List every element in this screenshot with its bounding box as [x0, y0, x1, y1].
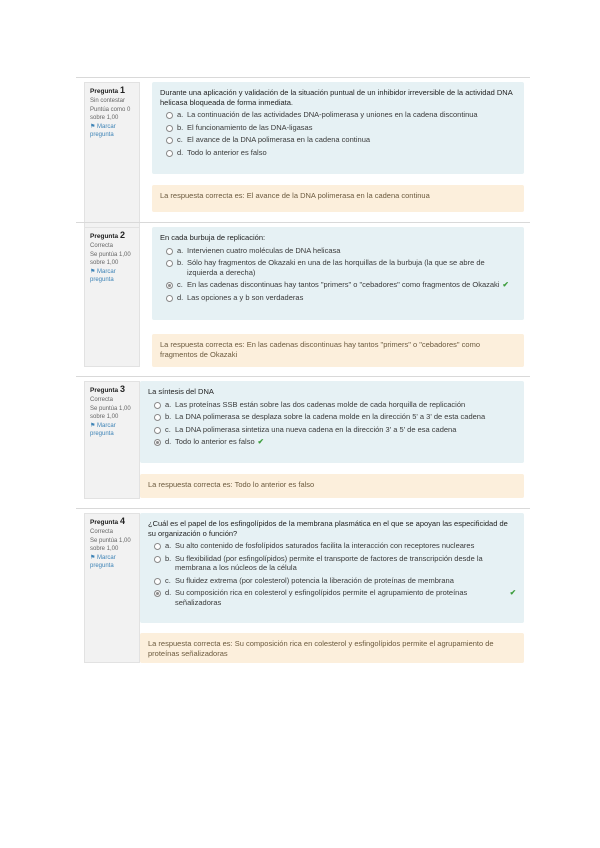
option-letter: c.	[177, 135, 183, 144]
radio-icon[interactable]	[154, 427, 161, 434]
feedback-box: La respuesta correcta es: En las cadenas discontinuas hay tantos "primers" o "cebadores" como fragmentos de Okazaki	[152, 334, 524, 367]
option-letter: b.	[177, 122, 184, 132]
option-text: Todo lo anterior es falso ✔	[175, 437, 264, 446]
radio-icon[interactable]	[166, 150, 173, 157]
question-status: Correcta	[90, 528, 114, 535]
check-icon: ✔	[509, 588, 516, 597]
question-text-box	[152, 227, 524, 320]
option-letter: d.	[165, 437, 172, 446]
option-text: Su alto contenido de fosfolípidos saturados facilita la interacción con receptores nucleares	[175, 541, 475, 550]
option-letter: b.	[165, 412, 172, 421]
question-text-box	[152, 82, 524, 174]
question-points: Se puntúa 1,00 sobre 1,00	[90, 252, 131, 266]
separator	[76, 508, 530, 509]
option-text: La continuación de las actividades DNA-polimerasa y uniones en la cadena discontinua	[187, 110, 478, 119]
radio-icon[interactable]	[154, 578, 161, 585]
radio-icon[interactable]	[154, 402, 161, 409]
radio-icon[interactable]	[154, 590, 161, 597]
option-text: Intervienen cuatro moléculas de DNA helicasa	[187, 245, 341, 255]
option-letter: c.	[165, 424, 171, 434]
question-title: Pregunta 3	[90, 384, 125, 394]
check-icon: ✔	[502, 280, 509, 289]
answer-option-b[interactable]	[160, 123, 516, 133]
option-letter: c.	[177, 280, 183, 289]
question-title: Pregunta 4	[90, 516, 125, 526]
flag-question-link[interactable]: ⚑ Marcar pregunta	[90, 269, 116, 283]
option-text: El funcionamiento de las DNA-ligasas	[187, 122, 313, 132]
feedback-box: La respuesta correcta es: El avance de la DNA polimerasa en la cadena continua	[152, 185, 524, 212]
radio-icon[interactable]	[166, 137, 173, 144]
option-text: La DNA polimerasa se desplaza sobre la cadena molde en la dirección 5' a 3' de esta cadena	[175, 412, 486, 421]
question-info	[84, 227, 140, 367]
question-4	[84, 513, 524, 663]
option-text: Sólo hay fragmentos de Okazaki en una de las horquillas de la burbuja (la que se abre de izquierda a derecha)	[187, 258, 485, 277]
answer-option-c[interactable]	[160, 280, 516, 290]
option-letter: d.	[177, 292, 184, 302]
answer-option-c[interactable]	[148, 425, 516, 435]
question-text-box	[140, 513, 524, 623]
question-stem: La síntesis del DNA	[148, 387, 214, 396]
option-text: Las proteínas SSB están sobre las dos cadenas molde de cada horquilla de replicación	[175, 399, 466, 409]
flag-question-link[interactable]: ⚑ Marcar pregunta	[90, 555, 116, 569]
option-letter: c.	[165, 575, 171, 585]
answer-option-b[interactable]	[148, 412, 516, 422]
answer-option-c[interactable]	[160, 135, 516, 145]
question-points: Puntúa como 0 sobre 1,00	[90, 107, 131, 121]
option-letter: d.	[165, 588, 172, 597]
answer-option-d[interactable]	[148, 588, 516, 607]
option-letter: a.	[177, 245, 184, 255]
flag-question-link[interactable]: ⚑ Marcar pregunta	[90, 423, 116, 437]
option-text: Su fluidez extrema (por colesterol) potencia la liberación de proteínas de membrana	[175, 575, 454, 585]
question-points: Se puntúa 1,00 sobre 1,00	[90, 406, 131, 420]
radio-icon[interactable]	[166, 260, 173, 267]
option-letter: a.	[165, 541, 172, 550]
radio-icon[interactable]	[166, 248, 173, 255]
question-title: Pregunta 2	[90, 230, 125, 240]
question-status: Correcta	[90, 242, 114, 249]
option-text: En las cadenas discontinuas hay tantos "primers" o "cebadores" como fragmentos de Okazaki ✔	[187, 280, 509, 289]
feedback-box: La respuesta correcta es: Todo lo anterior es falso	[140, 474, 524, 498]
question-status: Correcta	[90, 396, 114, 403]
radio-icon[interactable]	[166, 282, 173, 289]
question-3	[84, 381, 524, 499]
question-text-box	[140, 381, 524, 463]
answer-option-a[interactable]	[148, 541, 516, 551]
radio-icon[interactable]	[166, 112, 173, 119]
answer-option-b[interactable]	[148, 554, 516, 573]
radio-icon[interactable]	[166, 295, 173, 302]
option-text: Su composición rica en colesterol y esfingolípidos permite el agrupamiento de proteínas señalizadoras	[175, 588, 468, 607]
separator	[76, 77, 530, 78]
radio-icon[interactable]	[154, 414, 161, 421]
option-text: Todo lo anterior es falso	[187, 147, 267, 157]
answer-option-d[interactable]	[148, 437, 516, 447]
option-letter: a.	[165, 399, 172, 409]
separator	[76, 222, 530, 223]
question-stem: En cada burbuja de replicación:	[160, 233, 266, 242]
question-title: Pregunta 1	[90, 85, 125, 95]
check-icon: ✔	[257, 437, 264, 446]
option-text: Las opciones a y b son verdaderas	[187, 292, 304, 302]
option-text: El avance de la DNA polimerasa en la cadena continua	[187, 135, 371, 144]
separator	[76, 376, 530, 377]
answer-option-d[interactable]	[160, 148, 516, 158]
radio-icon[interactable]	[154, 543, 161, 550]
answer-option-a[interactable]	[148, 400, 516, 410]
question-points: Se puntúa 1,00 sobre 1,00	[90, 538, 131, 552]
question-1	[84, 82, 524, 215]
flag-question-link[interactable]: ⚑ Marcar pregunta	[90, 124, 116, 138]
option-letter: b.	[177, 258, 184, 267]
answer-option-a[interactable]	[160, 246, 516, 256]
option-letter: a.	[177, 110, 184, 119]
radio-icon[interactable]	[154, 439, 161, 446]
question-2	[84, 227, 524, 367]
radio-icon[interactable]	[166, 125, 173, 132]
answer-option-b[interactable]	[160, 258, 516, 277]
option-text: Su flexibilidad (por esfingolípidos) permite el transporte de factores de transcripción desde la membrana a los núcleos de la célula	[175, 553, 483, 572]
question-stem: ¿Cuál es el papel de los esfingolípidos de la membrana plasmática en el que se apoyan las especificidad de su organización o función?	[148, 519, 508, 538]
radio-icon[interactable]	[154, 556, 161, 563]
question-status: Sin contestar	[90, 97, 126, 104]
question-info	[84, 82, 140, 242]
option-letter: d.	[177, 147, 184, 157]
option-letter: b.	[165, 553, 172, 563]
question-stem: Durante una aplicación y validación de la situación puntual de un inhibidor irreversible de la actividad DNA helicasa bloqueada de forma inmediata.	[160, 88, 513, 107]
answer-option-d[interactable]	[160, 293, 516, 303]
answer-option-a[interactable]	[160, 110, 516, 120]
question-info	[84, 381, 140, 499]
option-text: La DNA polimerasa sintetiza una nueva cadena en la dirección 3' a 5' de esa cadena	[175, 424, 457, 434]
feedback-box: La respuesta correcta es: Su composición rica en colesterol y esfingolípidos permite el agrupamiento de proteínas señalizadoras	[140, 633, 524, 663]
answer-option-c[interactable]	[148, 576, 516, 586]
question-info	[84, 513, 140, 663]
